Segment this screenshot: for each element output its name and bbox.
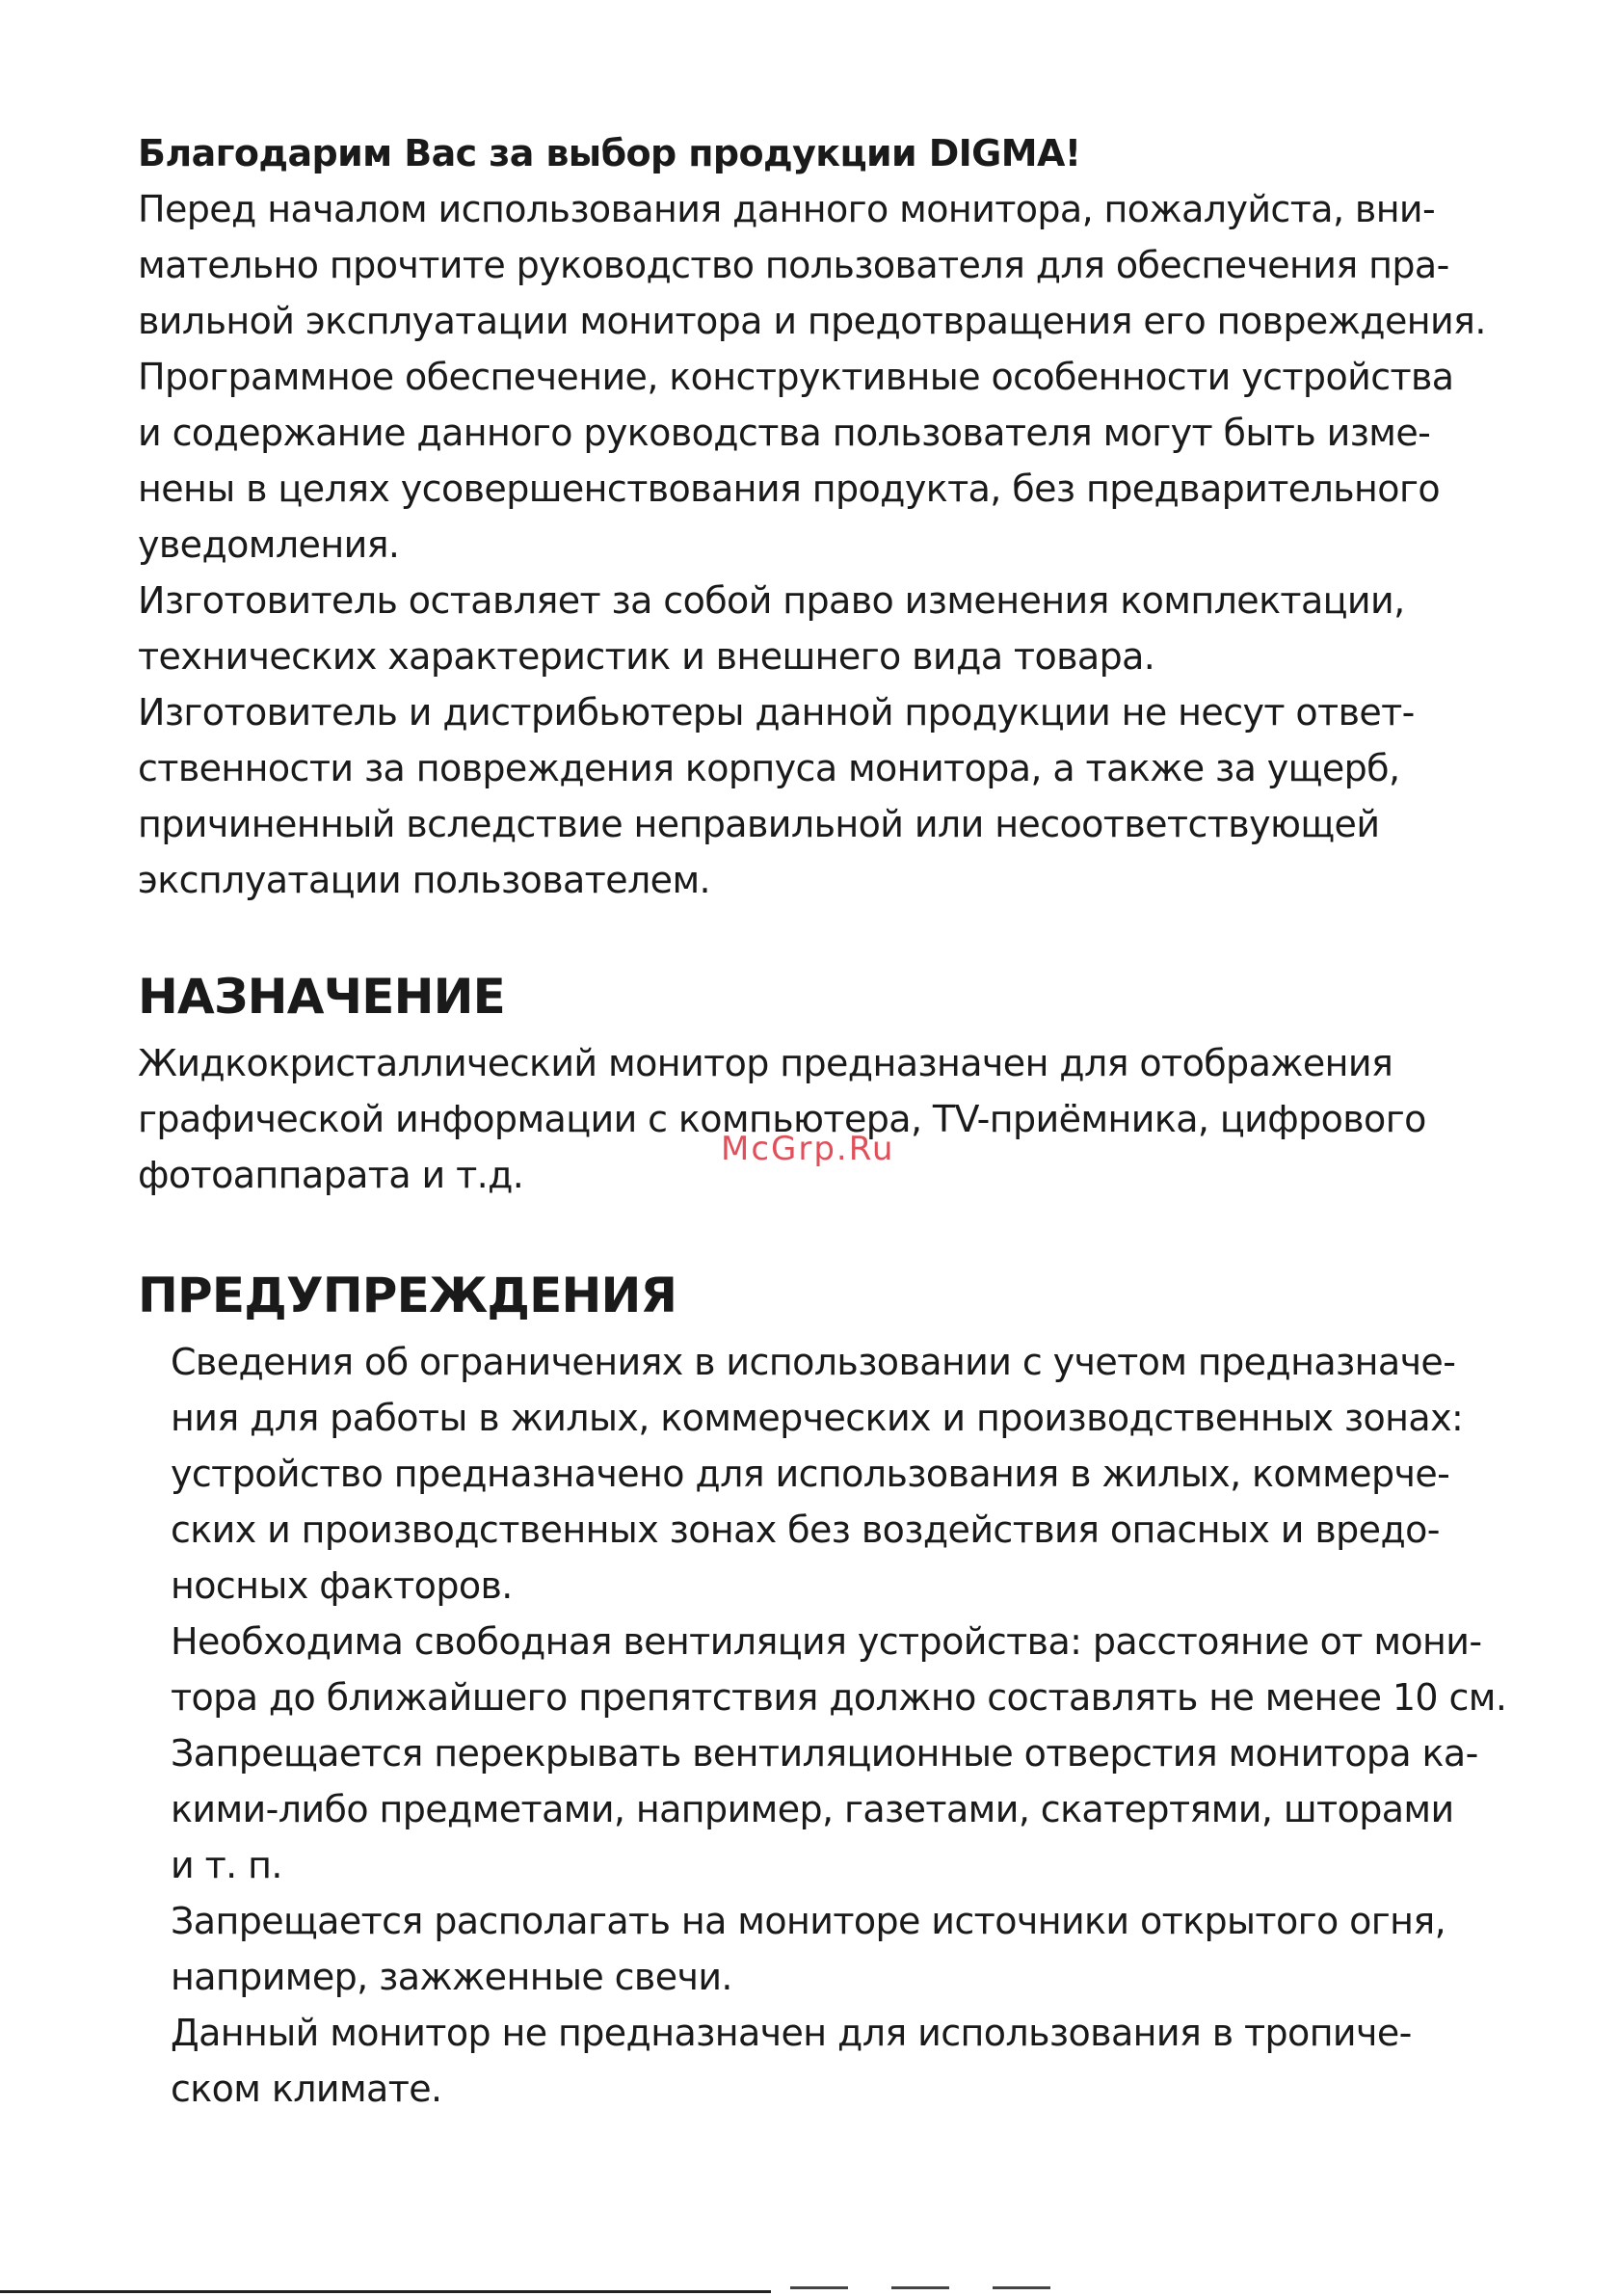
warnings-line: Необходима свободная вентиляция устройства: расстояние от мони-	[171, 1620, 1482, 1663]
warnings-line: ском климате.	[171, 2068, 442, 2110]
intro-line: Изготовитель и дистрибьютеры данной продукции не несут ответ-	[138, 691, 1415, 734]
warnings-line: Сведения об ограничениях в использовании с учетом предназначе-	[171, 1341, 1456, 1383]
purpose-heading: НАЗНАЧЕНИЕ	[138, 969, 506, 1025]
bottom-divider-fragment	[891, 2286, 949, 2289]
purpose-line: фотоаппарата и т.д.	[138, 1154, 524, 1196]
intro-line: технических характеристик и внешнего вида товара.	[138, 635, 1155, 678]
intro-line: нены в целях усовершенствования продукта, без предварительного	[138, 467, 1440, 510]
intro-body	[138, 181, 1487, 908]
bottom-divider-fragment	[790, 2286, 848, 2289]
intro-line: Изготовитель оставляет за собой право изменения комплектации,	[138, 579, 1405, 622]
watermark-text: McGrp.Ru	[721, 1130, 895, 1168]
warnings-line: устройство предназначено для использования в жилых, коммерче-	[171, 1453, 1450, 1495]
warnings-line: Данный монитор не предназначен для использования в тропиче-	[171, 2012, 1412, 2054]
warnings-line: например, зажженные свечи.	[171, 1956, 732, 1998]
intro-section	[138, 125, 1487, 908]
warnings-body	[138, 1334, 1507, 2117]
intro-line: Программное обеспечение, конструктивные особенности устройства	[138, 356, 1454, 398]
warnings-line: Запрещается располагать на мониторе источники открытого огня,	[171, 1900, 1446, 1942]
intro-line: эксплуатации пользователем.	[138, 859, 711, 901]
warnings-line: тора до ближайшего препятствия должно составлять не менее 10 см.	[171, 1676, 1507, 1719]
warnings-line: ских и производственных зонах без воздействия опасных и вредо-	[171, 1508, 1440, 1551]
intro-line: причиненный вследствие неправильной или несоответствующей	[138, 803, 1380, 845]
warnings-heading: ПРЕДУПРЕЖДЕНИЯ	[138, 1268, 677, 1323]
document-page	[138, 125, 1507, 2117]
intro-line: и содержание данного руководства пользователя могут быть изме-	[138, 412, 1431, 454]
intro-title: Благодарим Вас за выбор продукции DIGMA!	[138, 132, 1081, 174]
intro-line: уведомления.	[138, 523, 400, 566]
purpose-line: Жидкокристаллический монитор предназначен для отображения	[138, 1042, 1393, 1084]
warnings-line: кими-либо предметами, например, газетами, скатертями, шторами	[171, 1788, 1454, 1830]
warnings-line: ния для работы в жилых, коммерческих и производственных зонах:	[171, 1397, 1464, 1439]
intro-line: ственности за повреждения корпуса монитора, а также за ущерб,	[138, 747, 1400, 789]
bottom-divider-fragment	[993, 2286, 1050, 2289]
warnings-line: носных факторов.	[171, 1564, 513, 1607]
purpose-line: графической информации с компьютера, TV-приёмника, цифрового	[138, 1098, 1426, 1140]
intro-line: мательно прочтите руководство пользователя для обеспечения пра-	[138, 244, 1449, 286]
bottom-divider	[0, 2290, 771, 2293]
warnings-section	[138, 1267, 1507, 2117]
warnings-line: и т. п.	[171, 1844, 282, 1886]
intro-line: Перед началом использования данного монитора, пожалуйста, вни-	[138, 188, 1436, 230]
intro-line: вильной эксплуатации монитора и предотвращения его повреждения.	[138, 300, 1486, 342]
warnings-line: Запрещается перекрывать вентиляционные отверстия монитора ка-	[171, 1732, 1478, 1775]
purpose-body	[138, 1035, 1487, 1203]
